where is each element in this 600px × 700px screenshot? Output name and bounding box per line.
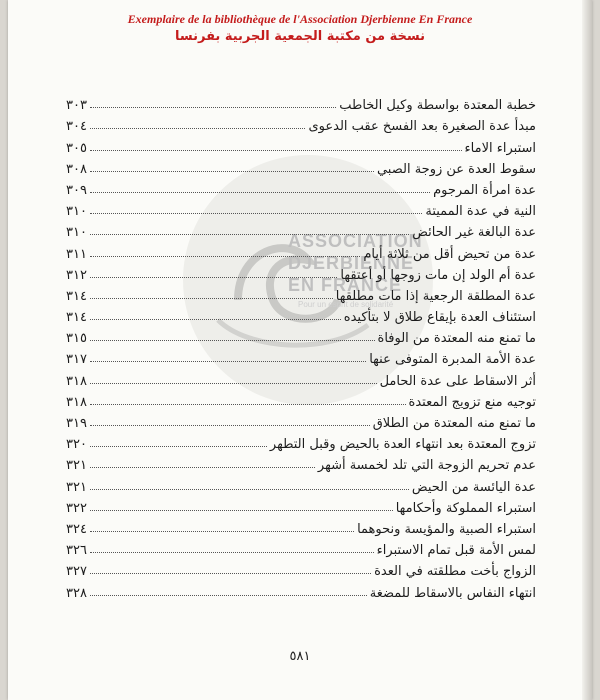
toc-dot-leader xyxy=(90,446,267,447)
toc-dot-leader xyxy=(90,213,422,214)
toc-dot-leader xyxy=(90,150,462,151)
toc-entry-page: ٣١٠ xyxy=(66,225,87,241)
watermark-subtitle: Pour un esprit de solidarité xyxy=(298,300,394,309)
toc-entry xyxy=(66,134,536,155)
toc-entry xyxy=(66,473,536,494)
toc-entry-title: تزوج المعتدة بعد انتهاء العدة بالحيض وقبل التطهر xyxy=(269,437,536,453)
toc-entry-page: ٣١٤ xyxy=(66,310,87,326)
toc-entry xyxy=(66,198,536,219)
toc-entry-title: عدة المطلقة الرجعية إذا مات مطلقها xyxy=(335,288,536,304)
toc-entry-page: ٣٢٧ xyxy=(66,564,87,580)
header-french: Exemplaire de la bibliothèque de l'Association Djerbienne En France xyxy=(127,12,473,26)
toc-entry-title: عدة من تحيض أقل من ثلاثة أيام xyxy=(363,246,536,262)
toc-dot-leader xyxy=(90,404,406,405)
toc-dot-leader xyxy=(90,171,374,172)
watermark-line-3: EN FRANCE xyxy=(288,275,403,295)
toc-entry-title: عدة الأمة المدبرة المتوفى عنها xyxy=(369,352,536,368)
toc-entry xyxy=(66,240,536,261)
toc-dot-leader xyxy=(90,510,393,511)
page-number: ٥٨١ xyxy=(289,649,311,664)
toc-dot-leader xyxy=(90,277,337,278)
toc-entry xyxy=(66,389,536,410)
toc-entry-title: لمس الأمة قبل تمام الاستبراء xyxy=(376,543,536,559)
toc-entry-title: سقوط العدة عن زوجة الصبي xyxy=(376,161,536,177)
toc-dot-leader xyxy=(90,192,430,193)
toc-dot-leader xyxy=(90,573,371,574)
toc-entry xyxy=(66,579,536,600)
toc-entry-page: ٣٠٩ xyxy=(66,182,87,198)
watermark-line-2: DJERBIENNE xyxy=(288,253,415,273)
toc-entry-title: الزواج بأخت مطلقته في العدة xyxy=(374,564,536,580)
toc-entry-title: أثر الاسقاط على عدة الحامل xyxy=(379,373,536,389)
toc-dot-leader xyxy=(90,107,336,108)
toc-dot-leader xyxy=(90,531,354,532)
toc-entry-page: ٣١٩ xyxy=(66,416,87,431)
toc-entry-title: عدة امرأة المرجوم xyxy=(433,182,536,198)
toc-entry xyxy=(66,537,536,558)
toc-dot-leader xyxy=(90,489,409,490)
toc-dot-leader xyxy=(90,319,341,320)
toc-dot-leader xyxy=(90,425,370,426)
toc-entry-title: خطبة المعتدة بواسطة وكيل الخاطب xyxy=(339,98,536,114)
toc-entry xyxy=(66,92,536,113)
toc-entry-page: ٣٠٨ xyxy=(66,161,87,177)
header-arabic: نسخة من مكتبة الجمعية الجربية بفرنسا xyxy=(175,29,425,44)
toc-entry xyxy=(66,156,536,177)
toc-entry xyxy=(66,113,536,134)
toc-entry-title: ما تمنع منه المعتدة من الطلاق xyxy=(372,416,536,431)
toc-entry xyxy=(66,177,536,198)
library-header xyxy=(8,12,592,44)
toc-entry-title: عدم تحريم الزوجة التي تلد لخمسة أشهر xyxy=(317,458,536,474)
toc-entry-page: ٣٠٣ xyxy=(66,98,87,114)
toc-entry xyxy=(66,516,536,537)
toc-entry xyxy=(66,325,536,346)
toc-entry-page: ٣٢٨ xyxy=(66,585,87,601)
toc-entry-title: مبدأ عدة الصغيرة بعد الفسخ عقب الدعوى xyxy=(308,119,536,135)
table-of-contents xyxy=(66,92,536,601)
toc-entry-title: استبراء المملوكة وأحكامها xyxy=(395,500,536,516)
toc-entry-title: عدة البالغة غير الحائض xyxy=(412,225,536,241)
toc-entry xyxy=(66,367,536,388)
toc-dot-leader xyxy=(90,234,409,235)
toc-dot-leader xyxy=(90,340,375,341)
toc-entry-page: ٣١٤ xyxy=(66,288,87,304)
toc-entry xyxy=(66,283,536,304)
watermark-line-1: ASSOCIATION xyxy=(288,231,423,251)
toc-entry-page: ٣٠٥ xyxy=(66,140,87,156)
toc-entry-page: ٣١٥ xyxy=(66,331,87,347)
toc-entry-page: ٣٠٤ xyxy=(66,119,87,135)
toc-entry-page: ٣٢٤ xyxy=(66,521,87,537)
toc-entry-page: ٣١١ xyxy=(66,246,87,262)
toc-dot-leader xyxy=(90,595,367,596)
toc-entry-page: ٣١٠ xyxy=(66,204,87,220)
toc-dot-leader xyxy=(90,467,315,468)
toc-entry xyxy=(66,410,536,431)
toc-entry-page: ٣٢١ xyxy=(66,479,87,495)
toc-entry-title: توجيه منع تزويج المعتدة xyxy=(408,394,536,410)
toc-entry-title: استبراء الصبية والمؤيسة ونحوهما xyxy=(357,521,536,537)
toc-dot-leader xyxy=(90,128,306,129)
toc-entry-page: ٣١٨ xyxy=(66,373,87,389)
toc-entry-page: ٣١٢ xyxy=(66,267,87,283)
toc-entry xyxy=(66,219,536,240)
toc-entry xyxy=(66,452,536,473)
toc-entry-page: ٣٢٠ xyxy=(66,437,87,453)
toc-entry xyxy=(66,346,536,367)
toc-entry-title: انتهاء النفاس بالاسقاط للمضغة xyxy=(369,585,536,601)
toc-entry-title: استبراء الاماء xyxy=(464,140,536,156)
toc-entry-title: عدة أم الولد إن مات زوجها أو أعتقها xyxy=(340,267,536,283)
toc-entry-title: ما تمنع منه المعتدة من الوفاة xyxy=(377,331,536,347)
toc-dot-leader xyxy=(90,361,366,362)
toc-entry-title: النية في عدة المميتة xyxy=(425,204,536,220)
toc-entry-page: ٣٢١ xyxy=(66,458,87,474)
toc-entry-page: ٣١٨ xyxy=(66,394,87,410)
toc-entry xyxy=(66,262,536,283)
toc-dot-leader xyxy=(90,552,374,553)
toc-entry-page: ٣١٧ xyxy=(66,352,87,368)
toc-entry-page: ٣٢٦ xyxy=(66,543,87,559)
toc-entry xyxy=(66,304,536,325)
document-page xyxy=(8,0,592,700)
toc-dot-leader xyxy=(90,298,333,299)
toc-entry-page: ٣٢٢ xyxy=(66,500,87,516)
toc-entry-title: استئناف العدة بإيقاع طلاق لا بتأكيده xyxy=(343,310,536,326)
toc-entry-title: عدة اليائسة من الحيض xyxy=(411,479,536,495)
toc-entry xyxy=(66,495,536,516)
toc-dot-leader xyxy=(90,383,377,384)
page-edge xyxy=(582,0,592,700)
toc-entry xyxy=(66,431,536,452)
toc-entry xyxy=(66,558,536,579)
toc-dot-leader xyxy=(90,256,360,257)
